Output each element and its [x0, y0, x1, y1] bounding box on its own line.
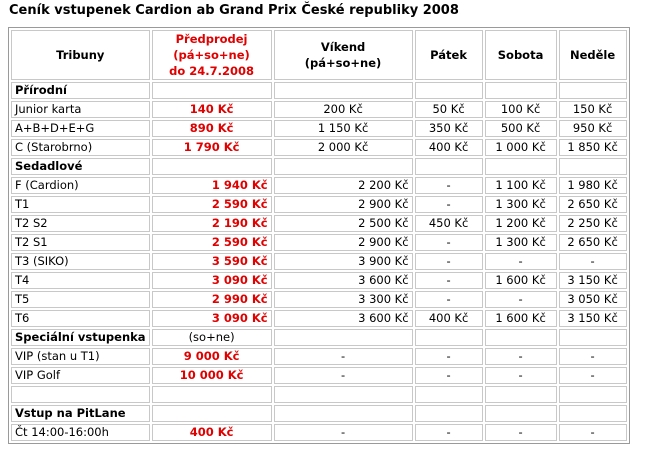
- empty-cell: [415, 82, 483, 99]
- row-weekend: 3 900 Kč: [274, 253, 413, 270]
- row-presale: 3 590 Kč: [152, 253, 272, 270]
- row-name: C (Starobrno): [11, 139, 150, 156]
- section-row: [11, 405, 627, 422]
- empty-cell: [559, 82, 627, 99]
- row-weekend: -: [274, 367, 413, 384]
- row-sunday: 2 650 Kč: [559, 234, 627, 251]
- header-tribuny: Tribuny: [11, 30, 150, 80]
- empty-cell: [274, 405, 413, 422]
- row-presale: 1 790 Kč: [152, 139, 272, 156]
- row-saturday: 1 300 Kč: [485, 196, 557, 213]
- row-presale: 1 940 Kč: [152, 177, 272, 194]
- row-presale: 140 Kč: [152, 101, 272, 118]
- table-row: [11, 177, 627, 194]
- row-friday: 50 Kč: [415, 101, 483, 118]
- row-weekend: -: [274, 348, 413, 365]
- row-friday: -: [415, 348, 483, 365]
- header-vikend-2: (pá+so+ne): [304, 56, 382, 70]
- row-friday: -: [415, 234, 483, 251]
- row-saturday: 1 600 Kč: [485, 272, 557, 289]
- row-presale: 9 000 Kč: [152, 348, 272, 365]
- row-sunday: 2 650 Kč: [559, 196, 627, 213]
- header-predprodej-1: Předprodej: [175, 32, 248, 46]
- row-sunday: 3 050 Kč: [559, 291, 627, 308]
- price-table: [8, 27, 630, 444]
- table-row: [11, 348, 627, 365]
- table-row: [11, 272, 627, 289]
- empty-cell: [274, 329, 413, 346]
- empty-cell: [11, 386, 150, 403]
- row-saturday: 1 300 Kč: [485, 234, 557, 251]
- table-row: [11, 253, 627, 270]
- row-name: A+B+D+E+G: [11, 120, 150, 137]
- row-name: VIP (stan u T1): [11, 348, 150, 365]
- row-saturday: 1 000 Kč: [485, 139, 557, 156]
- table-row: [11, 139, 627, 156]
- row-name: F (Cardion): [11, 177, 150, 194]
- empty-cell: [274, 82, 413, 99]
- row-weekend: 1 150 Kč: [274, 120, 413, 137]
- row-friday: -: [415, 291, 483, 308]
- row-name: T5: [11, 291, 150, 308]
- row-weekend: 2 900 Kč: [274, 196, 413, 213]
- row-sunday: 1 980 Kč: [559, 177, 627, 194]
- row-saturday: 1 200 Kč: [485, 215, 557, 232]
- row-friday: -: [415, 367, 483, 384]
- row-sunday: -: [559, 424, 627, 441]
- row-friday: -: [415, 196, 483, 213]
- row-saturday: -: [485, 424, 557, 441]
- row-weekend: 200 Kč: [274, 101, 413, 118]
- row-friday: -: [415, 177, 483, 194]
- row-saturday: -: [485, 291, 557, 308]
- row-presale: 2 990 Kč: [152, 291, 272, 308]
- row-friday: 400 Kč: [415, 139, 483, 156]
- row-name: Junior karta: [11, 101, 150, 118]
- row-friday: 400 Kč: [415, 310, 483, 327]
- empty-cell: [152, 405, 272, 422]
- header-patek: Pátek: [415, 30, 483, 80]
- row-friday: 450 Kč: [415, 215, 483, 232]
- row-presale: 3 090 Kč: [152, 272, 272, 289]
- row-saturday: 1 100 Kč: [485, 177, 557, 194]
- row-name: VIP Golf: [11, 367, 150, 384]
- table-row: [11, 120, 627, 137]
- row-name: T4: [11, 272, 150, 289]
- empty-cell: [485, 329, 557, 346]
- section-row: [11, 158, 627, 175]
- row-saturday: 500 Kč: [485, 120, 557, 137]
- header-predprodej-2: (pá+so+ne): [173, 48, 250, 62]
- section-prirodni: Přírodní: [11, 82, 150, 99]
- row-sunday: 3 150 Kč: [559, 310, 627, 327]
- table-row: [11, 234, 627, 251]
- row-name: T2 S1: [11, 234, 150, 251]
- row-name: T2 S2: [11, 215, 150, 232]
- empty-cell: [152, 82, 272, 99]
- row-sunday: -: [559, 367, 627, 384]
- row-sunday: 950 Kč: [559, 120, 627, 137]
- empty-cell: [415, 158, 483, 175]
- empty-cell: [274, 386, 413, 403]
- page-title: Ceník vstupenek Cardion ab Grand Prix České republiky 2008: [9, 3, 459, 18]
- empty-cell: [559, 386, 627, 403]
- table-row: [11, 367, 627, 384]
- table-row: [11, 310, 627, 327]
- row-weekend: 2 200 Kč: [274, 177, 413, 194]
- empty-cell: [485, 386, 557, 403]
- table-row: [11, 424, 627, 441]
- row-saturday: 1 600 Kč: [485, 310, 557, 327]
- row-weekend: 3 600 Kč: [274, 310, 413, 327]
- header-nedele: Neděle: [559, 30, 627, 80]
- empty-cell: [559, 158, 627, 175]
- header-predprodej: [152, 30, 272, 80]
- row-sunday: 3 150 Kč: [559, 272, 627, 289]
- row-saturday: -: [485, 253, 557, 270]
- header-row: [11, 30, 627, 80]
- row-sunday: -: [559, 348, 627, 365]
- empty-cell: [274, 158, 413, 175]
- row-name: T6: [11, 310, 150, 327]
- row-friday: -: [415, 253, 483, 270]
- row-weekend: 2 000 Kč: [274, 139, 413, 156]
- row-presale: 10 000 Kč: [152, 367, 272, 384]
- row-presale: 2 590 Kč: [152, 196, 272, 213]
- row-weekend: 2 900 Kč: [274, 234, 413, 251]
- row-friday: 350 Kč: [415, 120, 483, 137]
- row-name: T3 (SIKO): [11, 253, 150, 270]
- empty-cell: [485, 405, 557, 422]
- row-saturday: -: [485, 348, 557, 365]
- header-predprodej-3: do 24.7.2008: [169, 64, 254, 78]
- empty-cell: [485, 82, 557, 99]
- row-sunday: 150 Kč: [559, 101, 627, 118]
- section-row: [11, 329, 627, 346]
- row-weekend: 3 600 Kč: [274, 272, 413, 289]
- row-weekend: -: [274, 424, 413, 441]
- section-specialni-note: (so+ne): [152, 329, 272, 346]
- section-specialni: Speciální vstupenka: [11, 329, 150, 346]
- row-presale: 3 090 Kč: [152, 310, 272, 327]
- empty-cell: [559, 405, 627, 422]
- section-sedadlove: Sedadlové: [11, 158, 150, 175]
- empty-cell: [485, 158, 557, 175]
- empty-cell: [415, 329, 483, 346]
- spacer-row: [11, 386, 627, 403]
- row-name: Čt 14:00-16:00h: [11, 424, 150, 441]
- row-sunday: 1 850 Kč: [559, 139, 627, 156]
- row-friday: -: [415, 272, 483, 289]
- row-name: T1: [11, 196, 150, 213]
- row-sunday: -: [559, 253, 627, 270]
- table-row: [11, 196, 627, 213]
- row-weekend: 2 500 Kč: [274, 215, 413, 232]
- section-row: [11, 82, 627, 99]
- table-row: [11, 101, 627, 118]
- header-sobota: Sobota: [485, 30, 557, 80]
- empty-cell: [152, 158, 272, 175]
- section-pitlane: Vstup na PitLane: [11, 405, 150, 422]
- row-saturday: 100 Kč: [485, 101, 557, 118]
- empty-cell: [415, 405, 483, 422]
- header-vikend: [274, 30, 413, 80]
- empty-cell: [415, 386, 483, 403]
- row-friday: -: [415, 424, 483, 441]
- row-presale: 890 Kč: [152, 120, 272, 137]
- empty-cell: [152, 386, 272, 403]
- row-presale: 2 190 Kč: [152, 215, 272, 232]
- row-presale: 400 Kč: [152, 424, 272, 441]
- row-saturday: -: [485, 367, 557, 384]
- row-weekend: 3 300 Kč: [274, 291, 413, 308]
- table-row: [11, 215, 627, 232]
- table-row: [11, 291, 627, 308]
- header-vikend-1: Víkend: [320, 40, 366, 54]
- empty-cell: [559, 329, 627, 346]
- row-sunday: 2 250 Kč: [559, 215, 627, 232]
- row-presale: 2 590 Kč: [152, 234, 272, 251]
